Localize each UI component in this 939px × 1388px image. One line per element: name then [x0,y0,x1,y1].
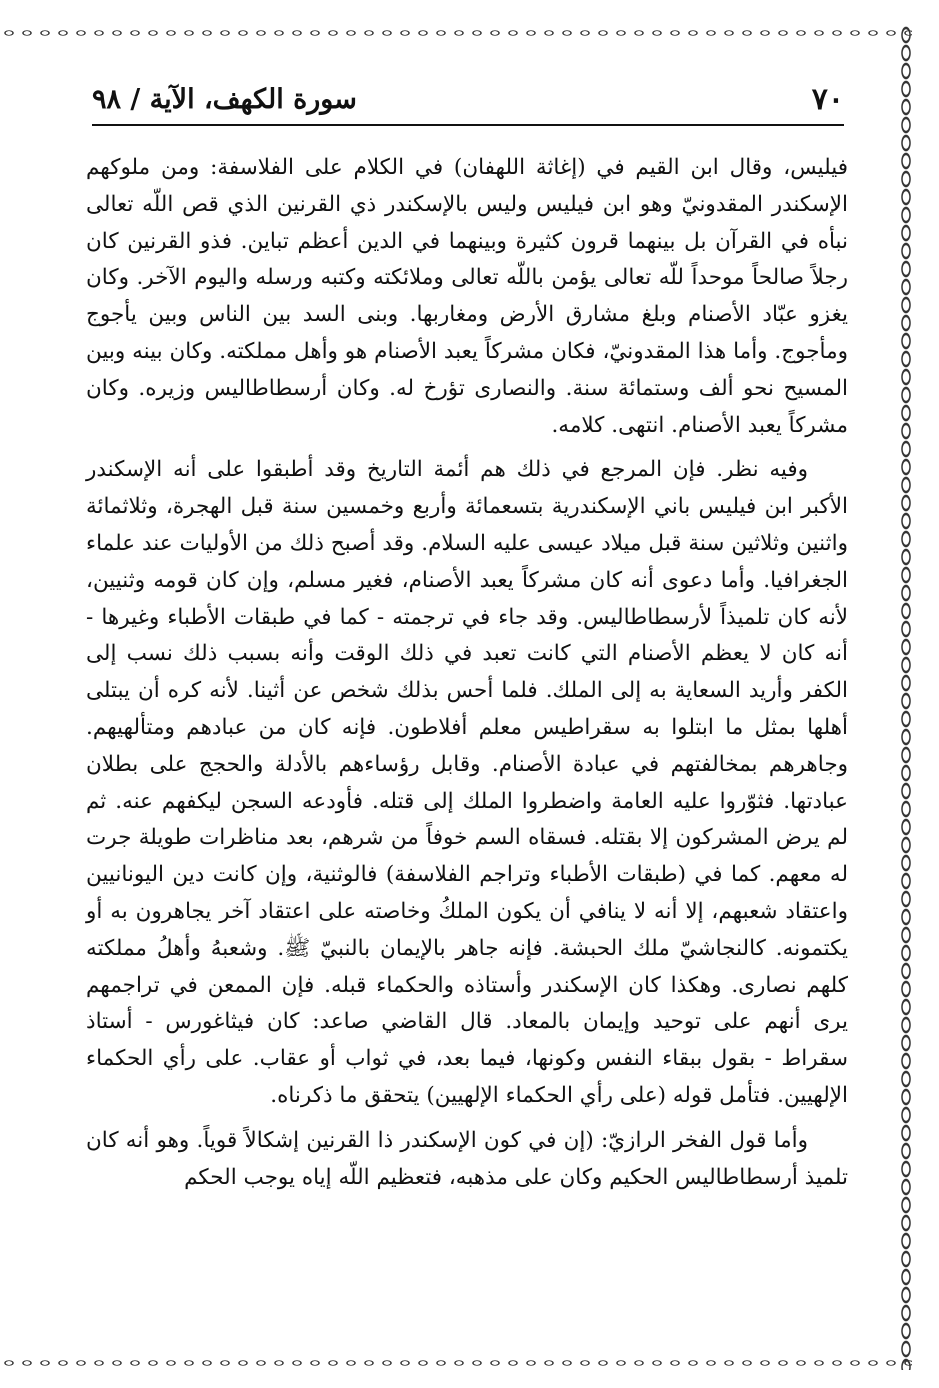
page-number: ٧٠ [811,82,844,117]
page-body [86,150,848,1196]
paragraph: فيليس، وقال ابن القيم في (إغاثة اللهفان) في الكلام على الفلاسفة: ومن ملوكهم الإسكندر المقدونيّ وهو ابن فيليس وليس بالإسكندر ذي القرنين الذي قص اللّه تعالى نبأه في القرآن بل بينهما قرون كثيرة وبينهما في الدين أعظم تباين. فذو القرنين كان رجلاً صالحاً موحداً للّه تعالى يؤمن باللّه تعالى وملائكته وكتبه ورسله واليوم الآخر. وكان يغزو عبّاد الأصنام وبلغ مشارق الأرض ومغاربها. وبنى السد بين الناس وبين يأجوج ومأجوج. وأما هذا المقدونيّ، فكان مشركاً يعبد الأصنام هو وأهل مملكته. وكان بينه وبين المسيح نحو ألف وستمائة سنة. والنصارى تؤرخ له. وكان أرسطاطاليس وزيره. وكان مشركاً يعبد الأصنام. انتهى. كلامه. [86,155,848,438]
ornamental-border-top [0,26,912,40]
page-header [92,78,844,126]
paragraph: وأما قول الفخر الرازيّ: (إن في كون الإسكندر ذا القرنين إشكالاً قوياً. وهو أنه كان تلميذ أرسطاطاليس الحكيم وكان على مذهبه، فتعظيم اللّه إياه يوجب الحكم [86,1127,848,1190]
ornamental-border-right [899,26,913,1370]
ornamental-border-bottom [0,1356,912,1370]
paragraph: وفيه نظر. فإن المرجع في ذلك هم أئمة التاريخ وقد أطبقوا على أنه الإسكندر الأكبر ابن فيليس باني الإسكندرية بتسعمائة وأربع وخمسين سنة قبل الهجرة، وثلاثمائة واثنين وثلاثين سنة قبل ميلاد عيسى عليه السلام. وقد أصبح ذلك من الأوليات عند علماء الجغرافيا. وأما دعوى أنه كان مشركاً يعبد الأصنام، فغير مسلم، وإن كان قومه وثنيين، لأنه كان تلميذاً لأرسطاطاليس. وقد جاء في ترجمته - كما في طبقات الأطباء وغيرها - أنه كان لا يعظم الأصنام التي كانت تعبد في ذلك الوقت وأنه بسبب ذلك نسب إلى الكفر وأريد السعاية به إلى الملك. فلما أحس بذلك شخص عن أثينا. لأنه كره أن يبتلى أهلها بمثل ما ابتلوا به سقراطيس معلم أفلاطون. فإنه كان من عبادهم ومتألهيهم. وجاهرهم بمخالفتهم في عبادة الأصنام. وقابل رؤساءهم بالأدلة والحجج على بطلان عبادتها. فثوّروا عليه العامة واضطروا الملك إلى قتله. فأودعه السجن ليكفهم عنه. ثم لم يرض المشركون إلا بقتله. فسقاه السم خوفاً من شرهم، بعد مناظرات طويلة جرت له معهم. كما في (طبقات الأطباء وتراجم الفلاسفة) فالوثنية، وإن كانت دين اليونانيين واعتقاد شعبهم، إلا أنه لا ينافي أن يكون الملكُ وخاصته على اعتقاد آخر يجاهرون به أو يكتمونه. كالنجاشيّ ملك الحبشة. فإنه جاهر بالإيمان بالنبيّ ﷺ. وشعبهُ وأهلُ مملكته كلهم نصارى. وهكذا كان الإسكندر وأستاذه والحكماء قبله. فإن الممعن في تراجمهم يرى أنهم على توحيد وإيمان بالمعاد. قال القاضي صاعد: كان فيثاغورس - أستاذ سقراط - بقول ببقاء النفس وكونها، فيما بعد، في ثواب أو عقاب. على رأي الحكماء الإلهيين. فتأمل قوله (على رأي الحكماء الإلهيين) يتحقق ما ذكرناه. [86,457,848,1108]
running-title: سورة الكهف، الآية / ٩٨ [92,84,357,115]
